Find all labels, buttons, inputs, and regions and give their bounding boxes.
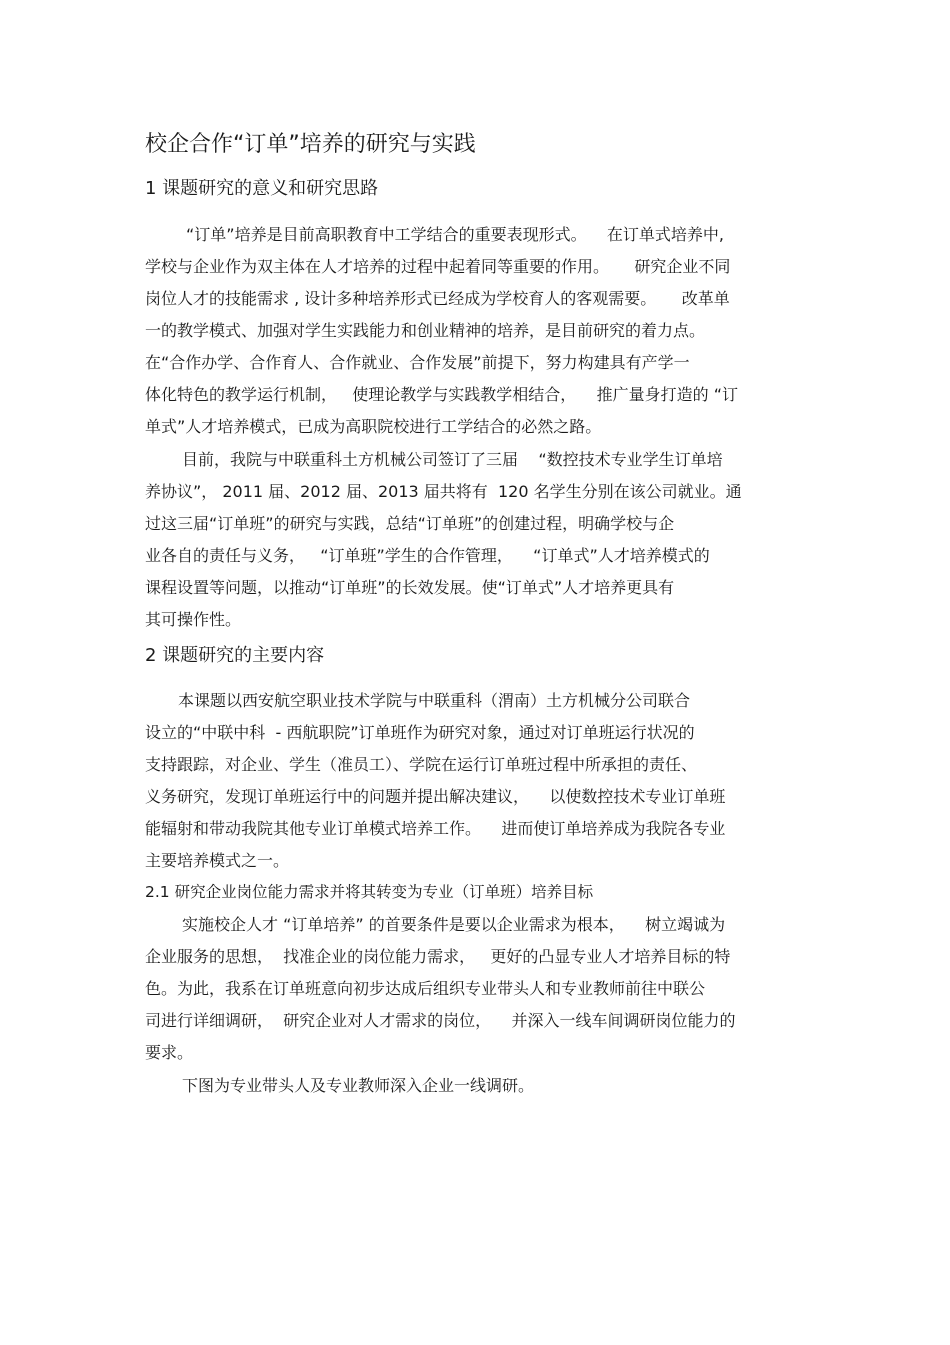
document-title: 校企合作“订单”培养的研究与实践 (145, 132, 476, 157)
paragraph-line: 主要培养模式之一。 (145, 851, 290, 870)
paragraph-line: 目前，我院与中联重科土方机械公司签订了三届 “数控技术专业学生订单培 (182, 450, 723, 469)
section-1-heading: 1 课题研究的意义和研究思路 (145, 178, 379, 199)
paragraph-line: 实施校企人才 “订单培养” 的首要条件是要以企业需求为根本， 树立竭诚为 (182, 915, 726, 934)
paragraph-line: 司进行详细调研， 研究企业对人才需求的岗位， 并深入一线车间调研岗位能力的 (145, 1011, 736, 1030)
paragraph-line: 下图为专业带头人及专业教师深入企业一线调研。 (182, 1076, 535, 1095)
paragraph-line: 课程设置等问题，以推动“订单班”的长效发展。使“订单式”人才培养更具有 (145, 578, 675, 597)
paragraph-line: 要求。 (145, 1043, 194, 1062)
paragraph-line: 支持跟踪，对企业、学生（准员工）、学院在运行订单班过程中所承担的责任、 (145, 755, 698, 774)
paragraph-line: 色。为此，我系在订单班意向初步达成后组织专业带头人和专业教师前往中联公 (145, 979, 706, 998)
paragraph-line: 体化特色的教学运行机制， 使理论教学与实践教学相结合， 推广量身打造的 “订 (145, 385, 738, 404)
paragraph-line: 单式”人才培养模式，已成为高职院校进行工学结合的必然之路。 (145, 417, 602, 436)
paragraph-line: 业各自的责任与义务， “订单班”学生的合作管理， “订单式”人才培养模式的 (145, 546, 710, 565)
paragraph-line: 设立的“中联中科 - 西航职院”订单班作为研究对象，通过对订单班运行状况的 (145, 723, 695, 742)
paragraph-line: 学校与企业作为双主体在人才培养的过程中起着同等重要的作用。 研究企业不同 (145, 257, 731, 276)
paragraph-line: 能辐射和带动我院其他专业订单模式培养工作。 进而使订单培养成为我院各专业 (145, 819, 726, 838)
paragraph-line: 其可操作性。 (145, 610, 242, 629)
paragraph-line: “订单”培养是目前高职教育中工学结合的重要表现形式。 在订单式培养中, (186, 225, 725, 244)
paragraph-line: 岗位人才的技能需求 , 设计多种培养形式已经成为学校育人的客观需要。 改革单 (145, 289, 730, 308)
paragraph-line: 一的教学模式、加强对学生实践能力和创业精神的培养，是目前研究的着力点。 (145, 321, 706, 340)
paragraph-line: 企业服务的思想， 找准企业的岗位能力需求， 更好的凸显专业人才培养目标的特 (145, 947, 731, 966)
section-2-heading: 2 课题研究的主要内容 (145, 645, 325, 666)
paragraph-line: 过这三届“订单班”的研究与实践，总结“订单班”的创建过程，明确学校与企 (145, 514, 675, 533)
paragraph-line: 在“合作办学、合作育人、合作就业、合作发展”前提下，努力构建具有产学一 (145, 353, 690, 372)
subsection-2-1-heading: 2.1 研究企业岗位能力需求并将其转变为专业（订单班）培养目标 (145, 883, 594, 901)
paragraph-line: 义务研究，发现订单班运行中的问题并提出解决建议， 以使数控技术专业订单班 (145, 787, 726, 806)
paragraph-line: 本课题以西安航空职业技术学院与中联重科（渭南）土方机械分公司联合 (178, 691, 691, 710)
paragraph-line: 养协议”， 2011 届、2012 届、2013 届共将有 120 名学生分别在该公司就业。通 (145, 482, 742, 501)
